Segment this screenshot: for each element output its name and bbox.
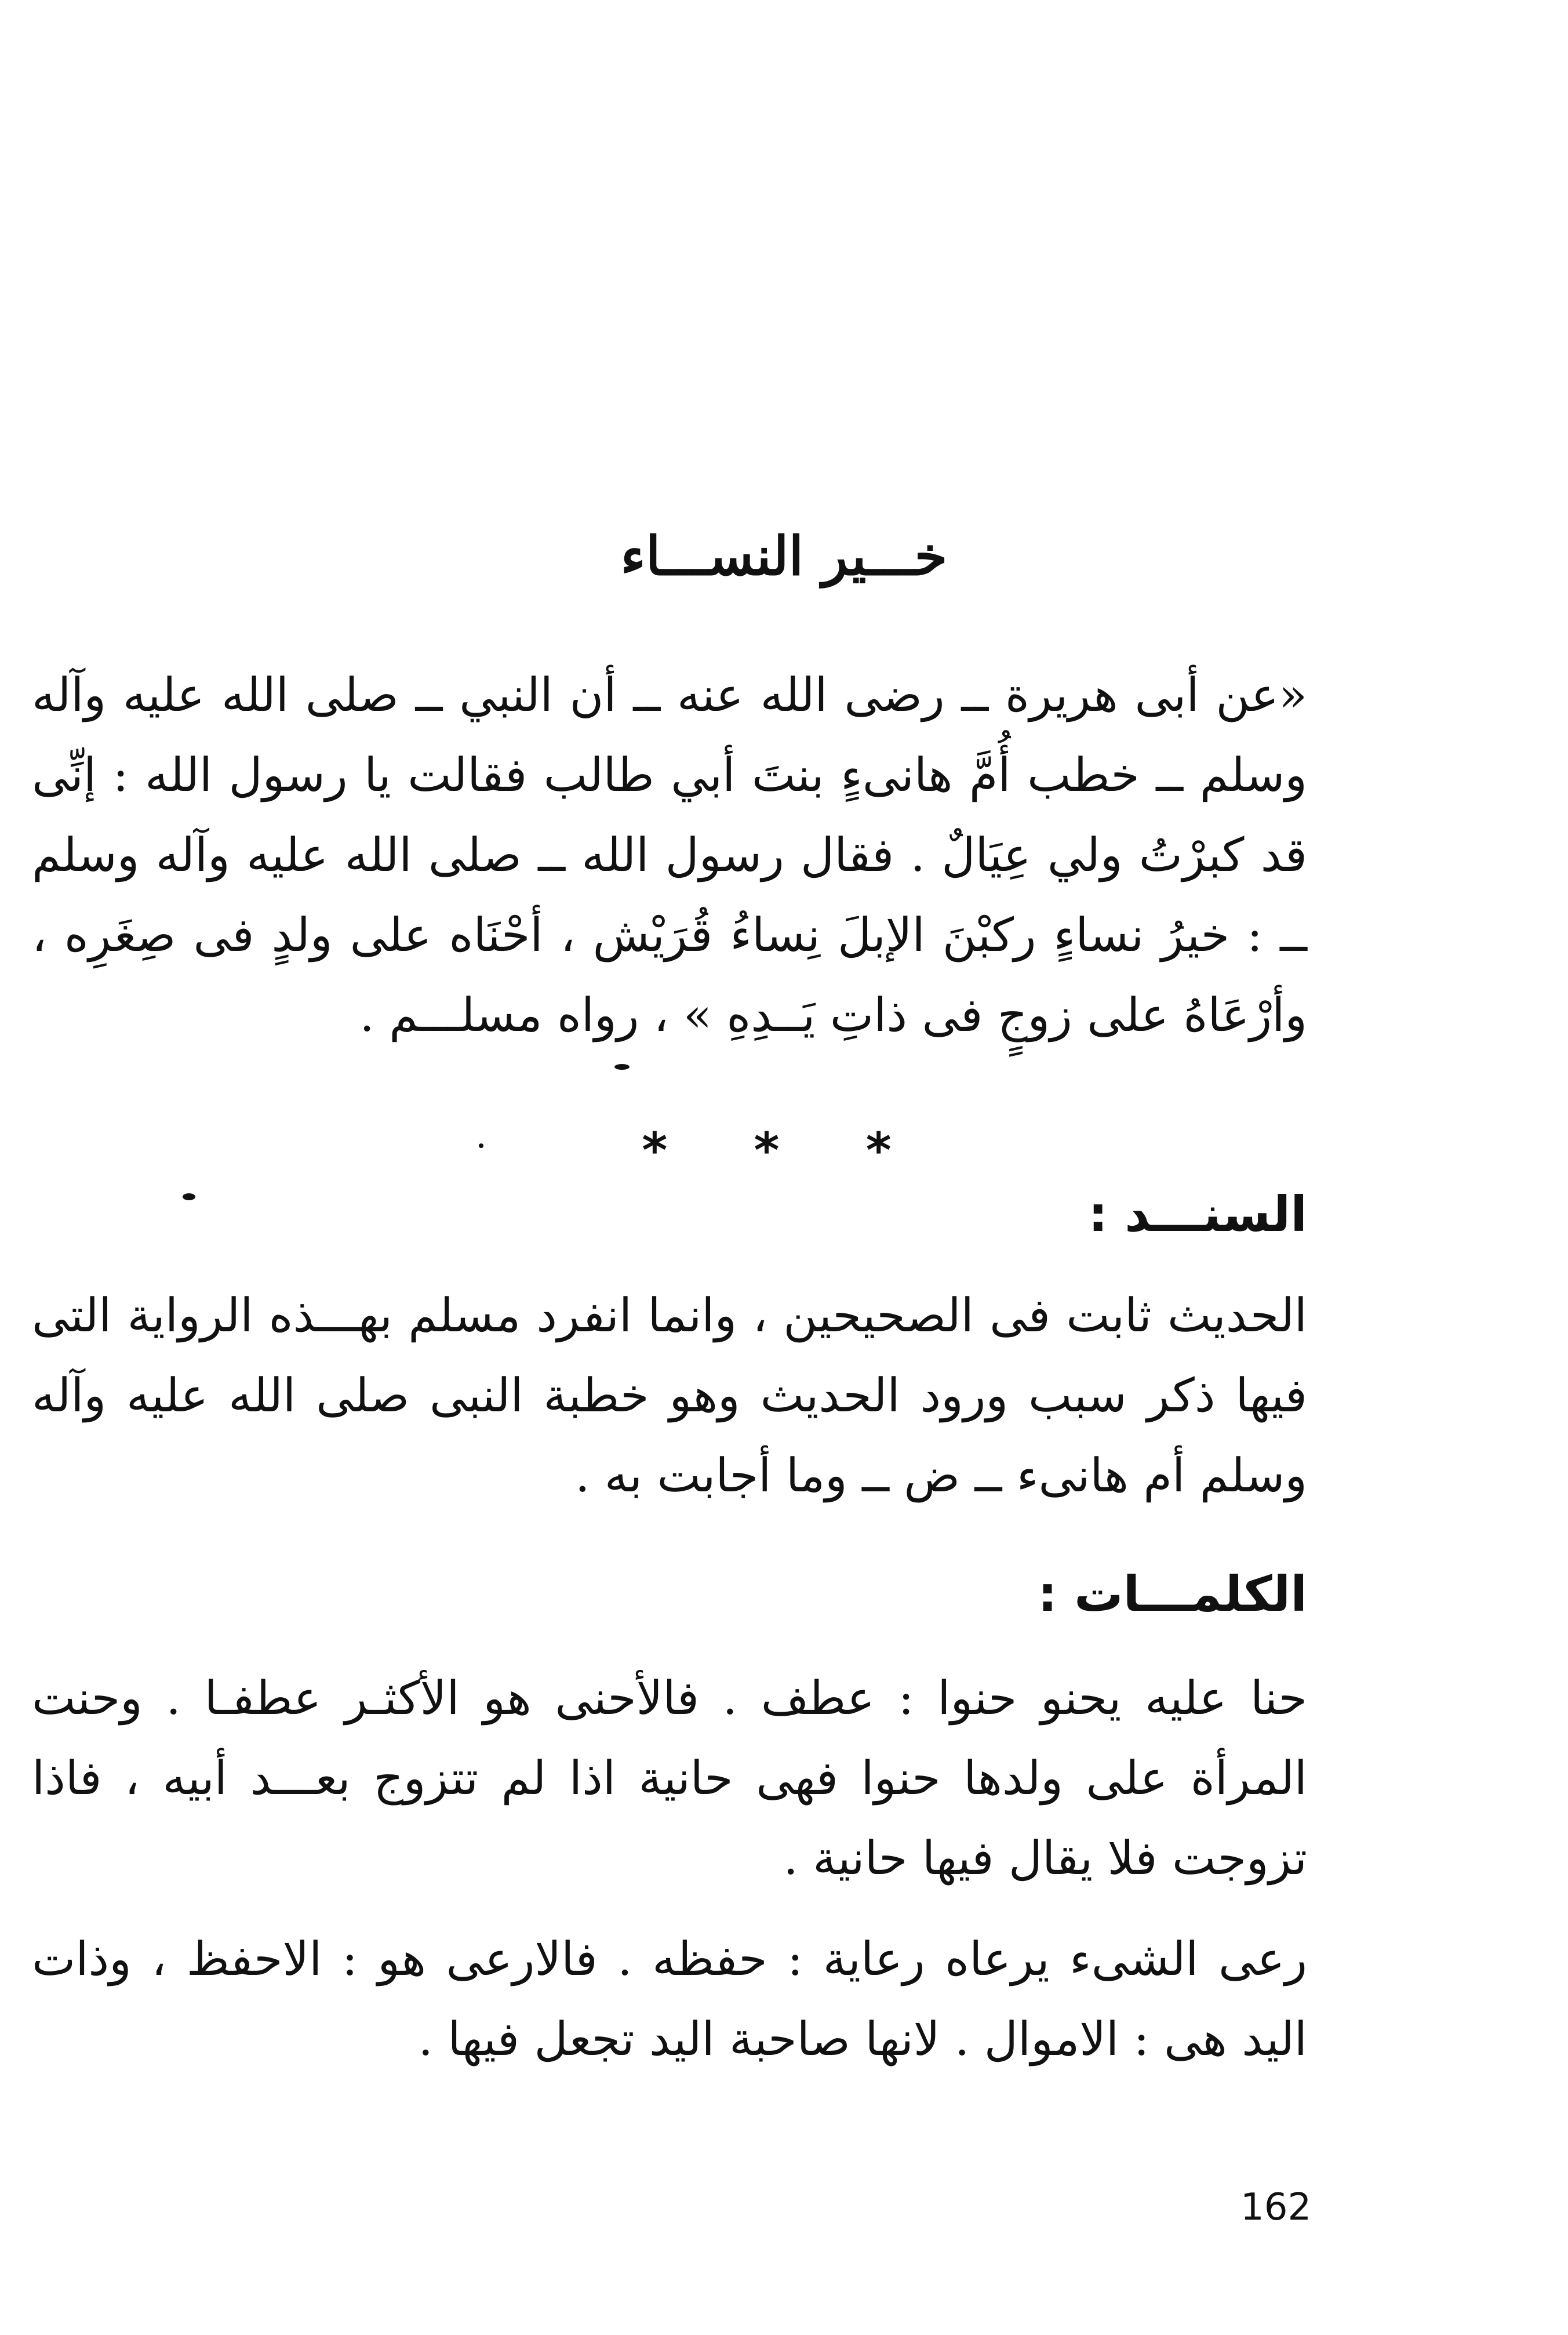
scan-speck bbox=[479, 1143, 483, 1148]
words-paragraph-1: حنا عليه يحنو حنوا : عطف . فالأحنى هو الأكثـر عطفـا . وحنت المرأة على ولدها حنوا فهى حانية اذا لم تتزوج بعـــد أبيه ، فاذا تزوجت فلا يقال فيها حانية . bbox=[32, 1671, 1307, 1885]
page-number: 162 bbox=[1240, 2186, 1312, 2229]
sanad-paragraph: الحديث ثابت فى الصحيحين ، وانما انفرد مسلم بهـــذه الرواية التى فيها ذكر سبب ورود الحديث وهو خطبة النبى صلى الله عليه وآله وسلم أم هانىء ــ ض ــ وما أجابت به . bbox=[32, 1288, 1307, 1502]
scan-speck bbox=[183, 1193, 195, 1200]
words-heading: الكلمـــات : bbox=[1038, 1566, 1307, 1622]
scan-speck bbox=[614, 1064, 630, 1070]
sanad-heading: السنـــد : bbox=[1088, 1186, 1307, 1243]
chapter-title: خـــير النســـاء bbox=[620, 525, 948, 587]
hadith-paragraph: «عن أبى هريرة ــ رضى الله عنه ــ أن النبي ــ صلى الله عليه وآله وسلم ــ خطب أُمَّ هانىءٍ بنتَ أبي طالب فقالت يا رسول الله : إنِّى قد كبرْتُ ولي عِيَالٌ . فقال رسول الله ــ صلى الله عليه وآله وسلم ــ : خيرُ نساءٍ ركبْنَ الإبلَ نِساءُ قُرَيْش ، أحْنَاه على ولدٍ فى صِغَرِه ، وأرْعَاهُ على زوجٍ فى ذاتِ يَــدِهِ » ، رواه مسلـــم . bbox=[32, 668, 1307, 1042]
words-paragraph-2: رعى الشىء يرعاه رعاية : حفظه . فالارعى هو : الاحفظ ، وذات اليد هى : الاموال . لانها صاحبة اليد تجعل فيها . bbox=[32, 1932, 1307, 2066]
section-separator: * * * bbox=[642, 1122, 926, 1179]
